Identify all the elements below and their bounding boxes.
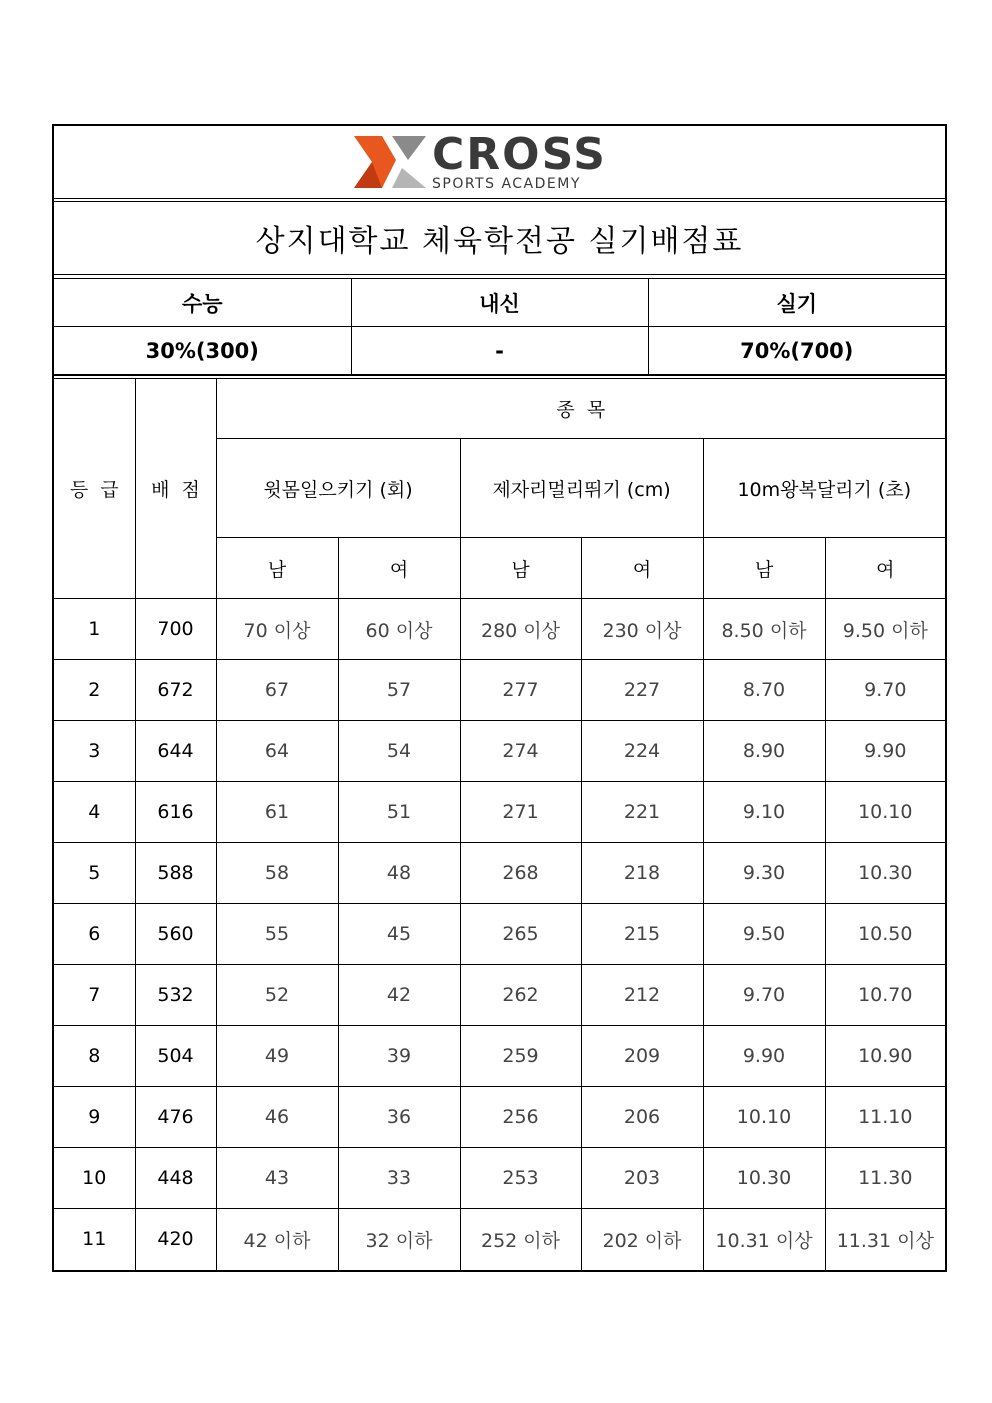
cell-situps-female: 32 이하 — [338, 1209, 460, 1270]
cell-jump-male: 280 이상 — [460, 599, 581, 660]
logo-brand-text: CROSS — [432, 129, 607, 180]
cell-jump-female: 212 — [581, 965, 703, 1026]
ratio-value-naesin: - — [351, 327, 648, 375]
cell-run-female: 10.50 — [825, 904, 945, 965]
table-row — [54, 1148, 945, 1209]
table-row — [54, 721, 945, 782]
cell-run-male: 10.10 — [703, 1087, 825, 1148]
logo-header — [54, 126, 945, 199]
cell-run-female: 10.70 — [825, 965, 945, 1026]
cell-score: 532 — [135, 965, 216, 1026]
ratio-header-row — [54, 279, 945, 327]
cell-jump-female: 206 — [581, 1087, 703, 1148]
cell-jump-female: 224 — [581, 721, 703, 782]
title-banner — [54, 201, 945, 275]
cell-situps-female: 48 — [338, 843, 460, 904]
cell-score: 616 — [135, 782, 216, 843]
cell-jump-female: 227 — [581, 660, 703, 721]
score-table — [54, 378, 945, 1270]
table-row — [54, 660, 945, 721]
cell-jump-male: 256 — [460, 1087, 581, 1148]
cell-situps-male: 64 — [216, 721, 338, 782]
page-title: 상지대학교 체육학전공 실기배점표 — [255, 224, 744, 259]
cell-run-male: 9.90 — [703, 1026, 825, 1087]
cell-grade: 7 — [54, 965, 135, 1026]
events-header: 종 목 — [216, 379, 945, 439]
table-row — [54, 843, 945, 904]
event-situps: 윗몸일으키기 (회) — [216, 439, 460, 538]
table-row — [54, 1087, 945, 1148]
cell-situps-male: 61 — [216, 782, 338, 843]
x-mark-icon — [352, 130, 430, 194]
cell-situps-female: 33 — [338, 1148, 460, 1209]
score-rows — [54, 599, 945, 1270]
cell-run-male: 8.90 — [703, 721, 825, 782]
cell-situps-female: 60 이상 — [338, 599, 460, 660]
cell-jump-male: 274 — [460, 721, 581, 782]
cell-situps-male: 46 — [216, 1087, 338, 1148]
cell-jump-female: 215 — [581, 904, 703, 965]
ratio-header-naesin: 내신 — [351, 279, 648, 327]
cell-run-female: 9.70 — [825, 660, 945, 721]
ratio-header-silgi: 실기 — [648, 279, 945, 327]
cell-run-male: 8.50 이하 — [703, 599, 825, 660]
table-row — [54, 1026, 945, 1087]
gender-female: 여 — [825, 538, 945, 599]
cell-situps-female: 54 — [338, 721, 460, 782]
cell-run-female: 9.50 이하 — [825, 599, 945, 660]
cell-run-female: 9.90 — [825, 721, 945, 782]
gender-female: 여 — [581, 538, 703, 599]
cell-situps-female: 57 — [338, 660, 460, 721]
cell-situps-male: 55 — [216, 904, 338, 965]
cell-jump-male: 271 — [460, 782, 581, 843]
cell-grade: 4 — [54, 782, 135, 843]
cell-situps-male: 43 — [216, 1148, 338, 1209]
cell-jump-male: 253 — [460, 1148, 581, 1209]
cell-jump-male: 259 — [460, 1026, 581, 1087]
logo-subtitle: SPORTS ACADEMY — [432, 176, 581, 192]
cell-run-female: 11.30 — [825, 1148, 945, 1209]
cell-score: 644 — [135, 721, 216, 782]
cell-grade: 11 — [54, 1209, 135, 1270]
cell-score: 672 — [135, 660, 216, 721]
ratio-table — [54, 278, 945, 375]
cell-situps-male: 42 이하 — [216, 1209, 338, 1270]
table-row — [54, 1209, 945, 1270]
cell-grade: 8 — [54, 1026, 135, 1087]
cell-jump-male: 277 — [460, 660, 581, 721]
cell-score: 700 — [135, 599, 216, 660]
cell-jump-female: 230 이상 — [581, 599, 703, 660]
cell-jump-female: 221 — [581, 782, 703, 843]
cell-run-male: 9.30 — [703, 843, 825, 904]
cell-run-male: 8.70 — [703, 660, 825, 721]
cell-jump-female: 218 — [581, 843, 703, 904]
cell-run-male: 10.30 — [703, 1148, 825, 1209]
cell-situps-male: 58 — [216, 843, 338, 904]
cell-run-male: 9.10 — [703, 782, 825, 843]
ratio-value-silgi: 70%(700) — [648, 327, 945, 375]
cell-grade: 1 — [54, 599, 135, 660]
ratio-value-suneung: 30%(300) — [54, 327, 351, 375]
cell-run-female: 11.31 이상 — [825, 1209, 945, 1270]
cell-situps-female: 51 — [338, 782, 460, 843]
cell-run-male: 9.50 — [703, 904, 825, 965]
ratio-value-row — [54, 327, 945, 375]
gender-male: 남 — [460, 538, 581, 599]
ratio-header-suneung: 수능 — [54, 279, 351, 327]
cell-run-female: 10.10 — [825, 782, 945, 843]
gender-male: 남 — [703, 538, 825, 599]
cell-jump-male: 262 — [460, 965, 581, 1026]
score-sheet — [52, 124, 947, 1272]
cell-score: 448 — [135, 1148, 216, 1209]
cell-grade: 3 — [54, 721, 135, 782]
grade-header: 등 급 — [54, 379, 135, 599]
gender-male: 남 — [216, 538, 338, 599]
cell-grade: 5 — [54, 843, 135, 904]
cell-situps-female: 42 — [338, 965, 460, 1026]
cell-situps-male: 67 — [216, 660, 338, 721]
table-row — [54, 782, 945, 843]
table-row — [54, 965, 945, 1026]
cell-grade: 6 — [54, 904, 135, 965]
cell-situps-female: 45 — [338, 904, 460, 965]
events-header-row — [54, 379, 945, 439]
table-row — [54, 599, 945, 660]
cell-run-male: 10.31 이상 — [703, 1209, 825, 1270]
cell-situps-male: 70 이상 — [216, 599, 338, 660]
cell-grade: 9 — [54, 1087, 135, 1148]
cell-jump-female: 209 — [581, 1026, 703, 1087]
cross-logo — [352, 130, 642, 194]
gender-female: 여 — [338, 538, 460, 599]
cell-grade: 10 — [54, 1148, 135, 1209]
cell-score: 476 — [135, 1087, 216, 1148]
section-divider — [54, 375, 945, 376]
cell-situps-male: 52 — [216, 965, 338, 1026]
cell-run-female: 10.90 — [825, 1026, 945, 1087]
cell-run-female: 11.10 — [825, 1087, 945, 1148]
cell-jump-male: 268 — [460, 843, 581, 904]
cell-score: 504 — [135, 1026, 216, 1087]
score-header: 배 점 — [135, 379, 216, 599]
cell-run-female: 10.30 — [825, 843, 945, 904]
cell-jump-male: 252 이하 — [460, 1209, 581, 1270]
cell-jump-female: 202 이하 — [581, 1209, 703, 1270]
cell-score: 588 — [135, 843, 216, 904]
cell-run-male: 9.70 — [703, 965, 825, 1026]
event-long-jump: 제자리멀리뛰기 (cm) — [460, 439, 703, 538]
event-shuttle-run: 10m왕복달리기 (초) — [703, 439, 945, 538]
cell-situps-female: 36 — [338, 1087, 460, 1148]
cell-score: 420 — [135, 1209, 216, 1270]
cell-grade: 2 — [54, 660, 135, 721]
table-row — [54, 904, 945, 965]
cell-situps-female: 39 — [338, 1026, 460, 1087]
cell-jump-male: 265 — [460, 904, 581, 965]
cell-situps-male: 49 — [216, 1026, 338, 1087]
cell-score: 560 — [135, 904, 216, 965]
cell-jump-female: 203 — [581, 1148, 703, 1209]
